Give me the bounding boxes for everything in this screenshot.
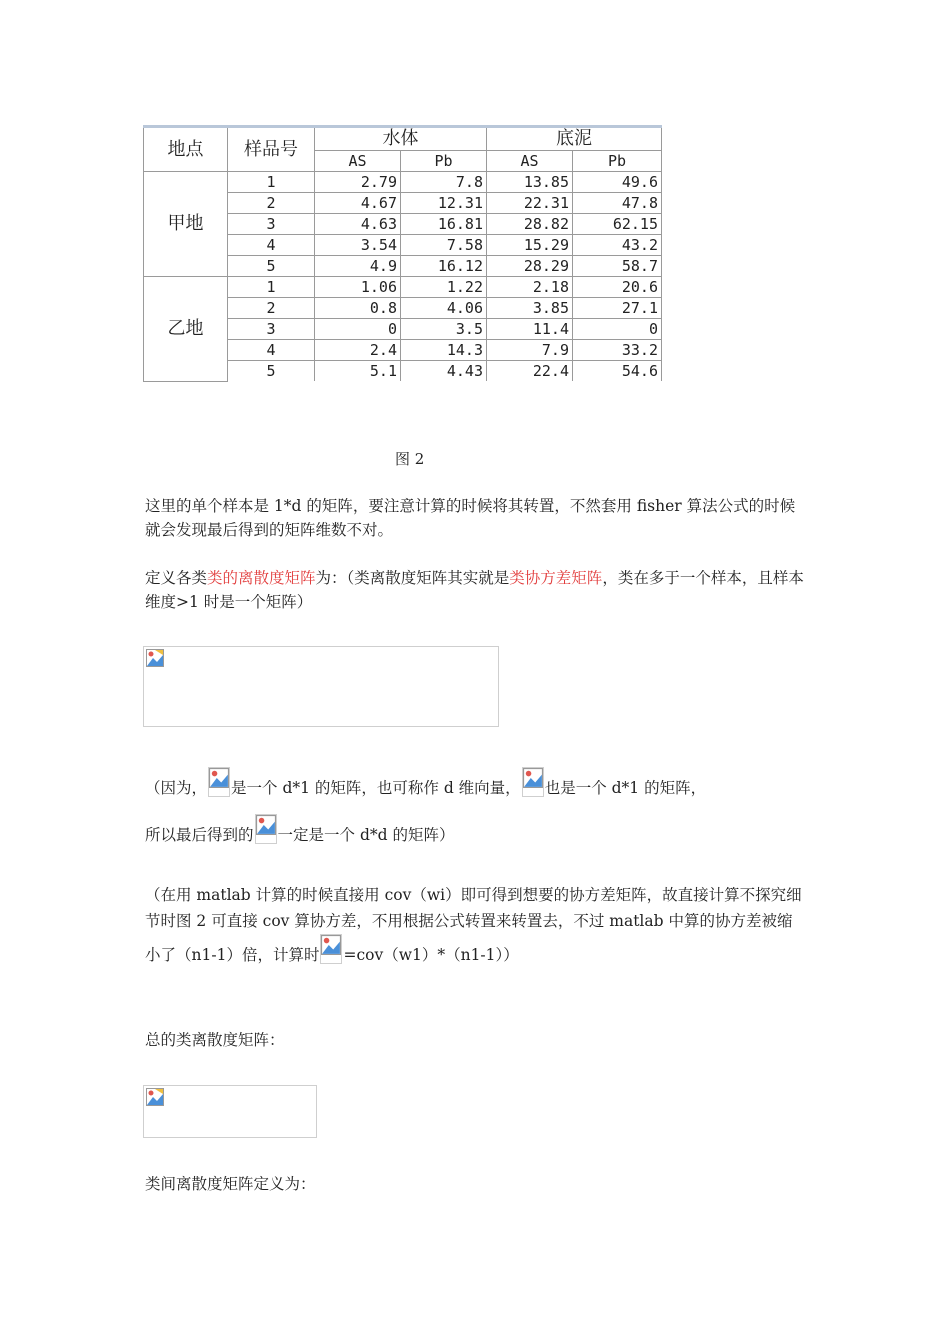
table-cell: 16.81 bbox=[401, 214, 487, 235]
table-cell: 47.8 bbox=[573, 193, 662, 214]
table-cell: 1.06 bbox=[315, 277, 401, 298]
sample-table bbox=[143, 125, 662, 382]
table-cell: 14.3 bbox=[401, 340, 487, 361]
broken-image-icon bbox=[209, 768, 229, 788]
table-cell: 3.5 bbox=[401, 319, 487, 340]
table-cell: 49.6 bbox=[573, 172, 662, 193]
table-cell: 3 bbox=[228, 214, 315, 235]
table-cell: 43.2 bbox=[573, 235, 662, 256]
table-cell: 4.9 bbox=[315, 256, 401, 277]
table-cell: 58.7 bbox=[573, 256, 662, 277]
paragraph-2 bbox=[145, 566, 805, 614]
table-cell: 12.31 bbox=[401, 193, 487, 214]
table-cell: 3 bbox=[228, 319, 315, 340]
paragraph-3 bbox=[145, 767, 805, 801]
table-cell: 54.6 bbox=[573, 361, 662, 382]
table-cell: 4 bbox=[228, 235, 315, 256]
formula-inline-image bbox=[255, 814, 277, 844]
header-water: 水体 bbox=[315, 127, 487, 151]
table-cell: 62.15 bbox=[573, 214, 662, 235]
header-sediment: 底泥 bbox=[487, 127, 662, 151]
table-cell: 1 bbox=[228, 172, 315, 193]
sub-header: AS bbox=[315, 151, 401, 172]
table-cell: 4.67 bbox=[315, 193, 401, 214]
table-cell: 20.6 bbox=[573, 277, 662, 298]
table-cell: 11.4 bbox=[487, 319, 573, 340]
text: （在用 matlab 计算的时候直接用 cov（wi）即可得到想要的协方差矩阵，故直接计算不探究细节时图 2 可直接 cov 算协方差，不用根据公式转置来转置去，不过 matlab 中算的协方差被缩小了（n1-1）倍，计算时 bbox=[145, 886, 802, 964]
text: 是一个 d*1 的矩阵，也可称作 d 维向量， bbox=[231, 779, 521, 797]
table-cell: 28.29 bbox=[487, 256, 573, 277]
text: （因为， bbox=[145, 779, 208, 797]
table-cell: 7.9 bbox=[487, 340, 573, 361]
table-row bbox=[144, 277, 662, 298]
table-cell: 0.8 bbox=[315, 298, 401, 319]
paragraph-6: 类间离散度矩阵定义为： bbox=[145, 1175, 316, 1193]
broken-image-icon bbox=[146, 1088, 164, 1106]
sub-header: AS bbox=[487, 151, 573, 172]
highlight-text: 类协方差矩阵 bbox=[509, 569, 603, 587]
formula-inline-image bbox=[208, 767, 230, 797]
paragraph-1: 这里的单个样本是 1*d 的矩阵，要注意计算的时候将其转置，不然套用 fisher 算法公式的时候就会发现最后得到的矩阵维数不对。 bbox=[145, 497, 796, 539]
table-cell: 5 bbox=[228, 361, 315, 382]
table-cell: 13.85 bbox=[487, 172, 573, 193]
paragraph-4 bbox=[145, 882, 805, 968]
table-cell: 15.29 bbox=[487, 235, 573, 256]
formula-image bbox=[143, 1085, 317, 1138]
header-sample: 样品号 bbox=[228, 127, 315, 172]
table-cell: 28.82 bbox=[487, 214, 573, 235]
highlight-text: 类的离散度矩阵 bbox=[207, 569, 316, 587]
table-cell: 16.12 bbox=[401, 256, 487, 277]
table-cell: 1.22 bbox=[401, 277, 487, 298]
table-cell: 0 bbox=[315, 319, 401, 340]
table-cell: 7.8 bbox=[401, 172, 487, 193]
table-cell: 33.2 bbox=[573, 340, 662, 361]
text: 也是一个 d*1 的矩阵， bbox=[544, 779, 707, 797]
table-cell: 1 bbox=[228, 277, 315, 298]
formula-inline-image bbox=[320, 934, 342, 964]
table-cell: 22.31 bbox=[487, 193, 573, 214]
site-b-label: 乙地 bbox=[144, 277, 228, 382]
table-cell: 3.85 bbox=[487, 298, 573, 319]
table-cell: 4 bbox=[228, 340, 315, 361]
table-cell: 2 bbox=[228, 298, 315, 319]
table-cell: 4.43 bbox=[401, 361, 487, 382]
table-cell: 7.58 bbox=[401, 235, 487, 256]
paragraph-5: 总的类离散度矩阵： bbox=[145, 1031, 285, 1049]
text: ，类在多于一个样本，且样本维度>1 时是一个矩阵） bbox=[145, 569, 804, 611]
paragraph-3b bbox=[145, 814, 805, 848]
broken-image-icon bbox=[321, 935, 341, 955]
text: 所以最后得到的 bbox=[145, 826, 254, 844]
table-cell: 5 bbox=[228, 256, 315, 277]
broken-image-icon bbox=[146, 649, 164, 667]
site-a-label: 甲地 bbox=[144, 172, 228, 277]
text: 一定是一个 d*d 的矩阵） bbox=[277, 826, 455, 844]
formula-image bbox=[143, 646, 499, 727]
sub-header: Pb bbox=[401, 151, 487, 172]
table-cell: 2.79 bbox=[315, 172, 401, 193]
text: 为：（类离散度矩阵其实就是 bbox=[315, 569, 510, 587]
header-location: 地点 bbox=[144, 127, 228, 172]
table-cell: 2.18 bbox=[487, 277, 573, 298]
table-cell: 4.06 bbox=[401, 298, 487, 319]
text: =cov（w1）*（n1-1）） bbox=[343, 946, 519, 964]
sub-header: Pb bbox=[573, 151, 662, 172]
table-cell: 4.63 bbox=[315, 214, 401, 235]
broken-image-icon bbox=[256, 815, 276, 835]
table-cell: 2 bbox=[228, 193, 315, 214]
figure-caption: 图 2 bbox=[395, 450, 425, 468]
table-cell: 0 bbox=[573, 319, 662, 340]
table-cell: 22.4 bbox=[487, 361, 573, 382]
table-row bbox=[144, 172, 662, 193]
broken-image-icon bbox=[523, 768, 543, 788]
table-cell: 5.1 bbox=[315, 361, 401, 382]
table-cell: 3.54 bbox=[315, 235, 401, 256]
table-cell: 27.1 bbox=[573, 298, 662, 319]
table-cell: 2.4 bbox=[315, 340, 401, 361]
text: 定义各类 bbox=[145, 569, 208, 587]
formula-inline-image bbox=[522, 767, 544, 797]
